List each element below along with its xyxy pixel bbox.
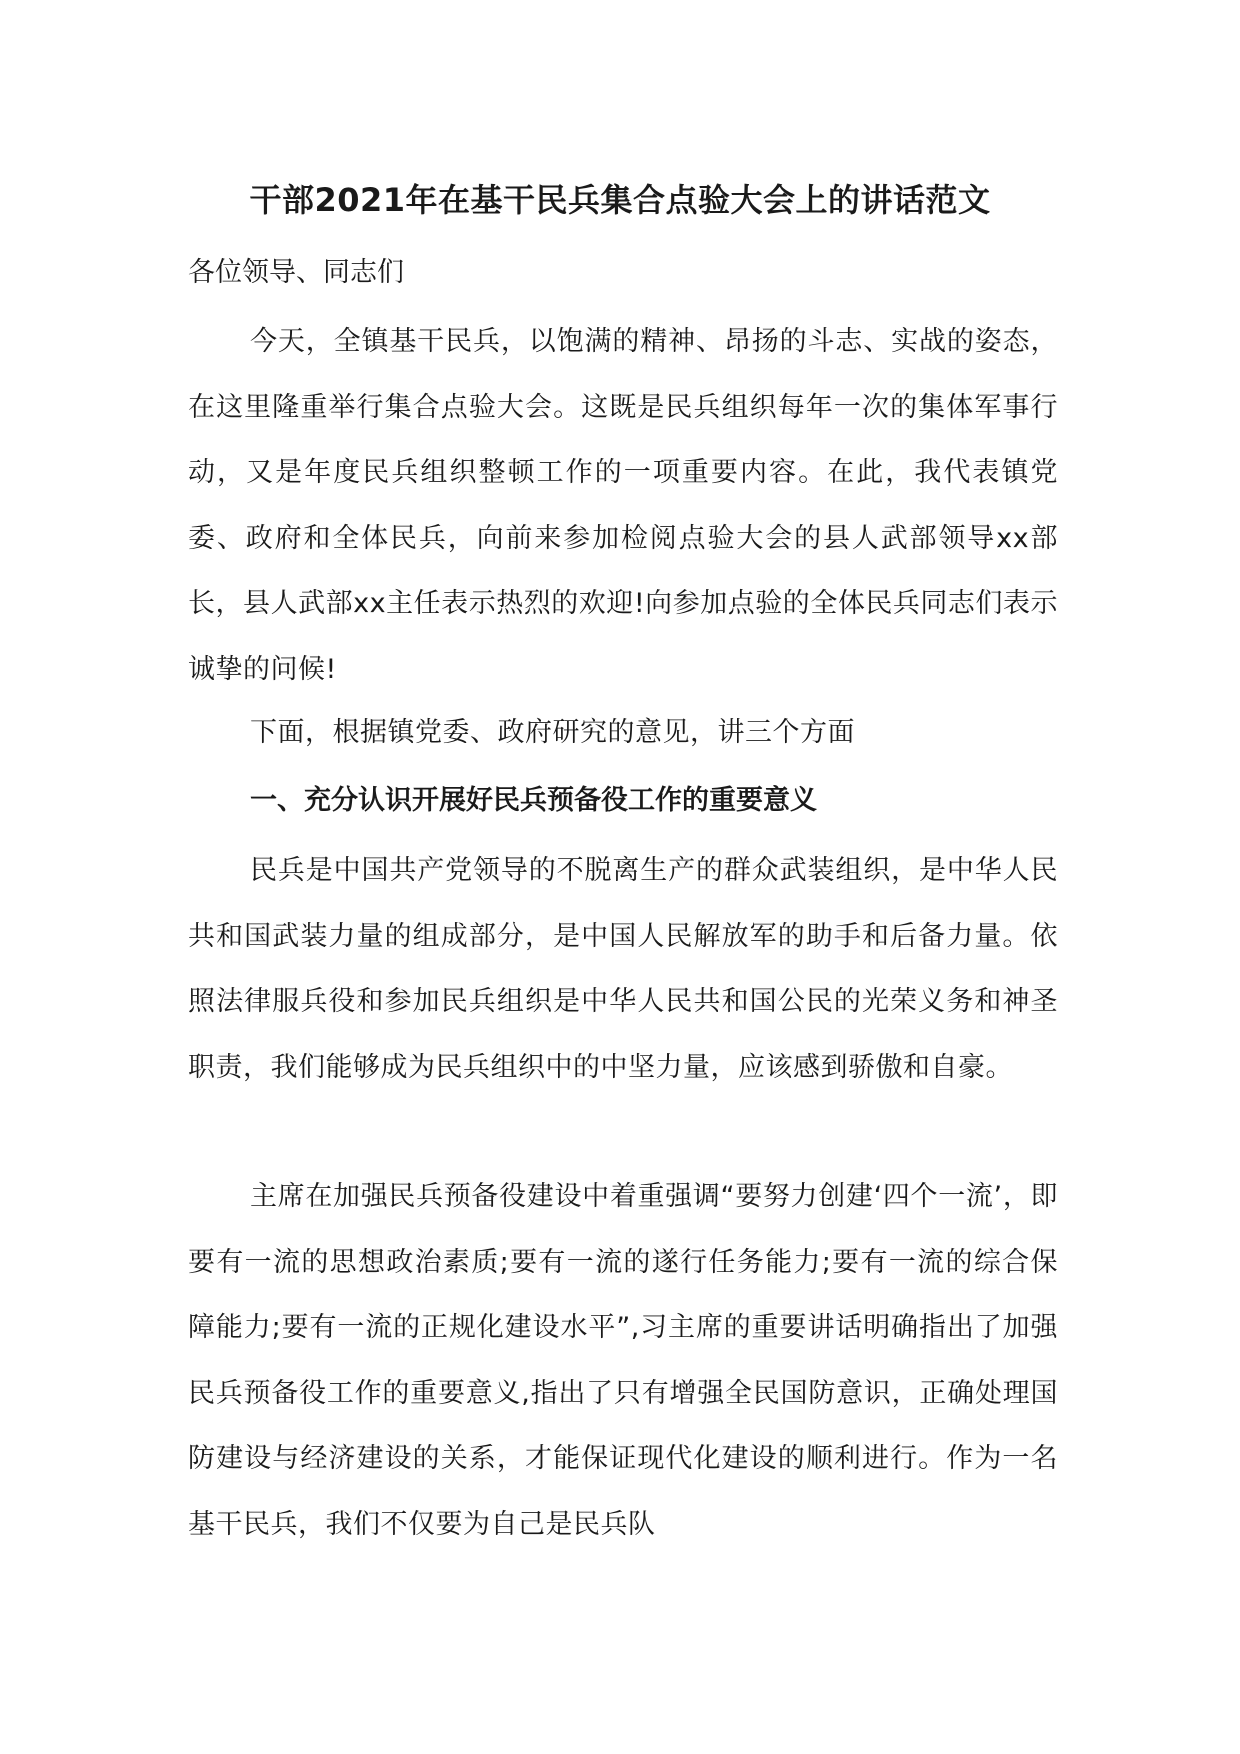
section-heading: 一、充分认识开展好民兵预备役工作的重要意义 <box>250 785 817 816</box>
paragraph-chairman-emphasis: 主席在加强民兵预备役建设中着重强调“要努力创建‘四个一流’，即要有一流的思想政治素质;要有一流的遂行任务能力;要有一流的综合保障能力;要有一流的正规化建设水平”,习主席的重要讲话明确指出了加强民兵预备役工作的重要意义,指出了只有增强全民国防意识，正确处理国防建设与经济建设的关系，才能保证现代化建设的顺利进行。作为一名基干民兵，我们不仅要为自己是民兵队 <box>188 1181 1058 1540</box>
paragraph-outline: 下面，根据镇党委、政府研究的意见，讲三个方面 <box>250 717 855 748</box>
paragraph-welcome: 今天，全镇基干民兵，以饱满的精神、昂扬的斗志、实战的姿态，在这里隆重举行集合点验大会。这既是民兵组织每年一次的集体军事行动，又是年度民兵组织整顿工作的一项重要内容。在此，我代表镇党委、政府和全体民兵，向前来参加检阅点验大会的县人武部领导xx部长，县人武部xx主任表示热烈的欢迎!向参加点验的全体民兵同志们表示诚挚的问候! <box>188 326 1058 685</box>
paragraph-militia-definition: 民兵是中国共产党领导的不脱离生产的群众武装组织，是中华人民共和国武装力量的组成部分，是中国人民解放军的助手和后备力量。依照法律服兵役和参加民兵组织是中华人民共和国公民的光荣义务和神圣职责，我们能够成为民兵组织中的中坚力量，应该感到骄傲和自豪。 <box>188 855 1058 1083</box>
salutation: 各位领导、同志们 <box>188 257 404 288</box>
document-title: 干部2021年在基干民兵集合点验大会上的讲话范文 <box>249 181 991 219</box>
